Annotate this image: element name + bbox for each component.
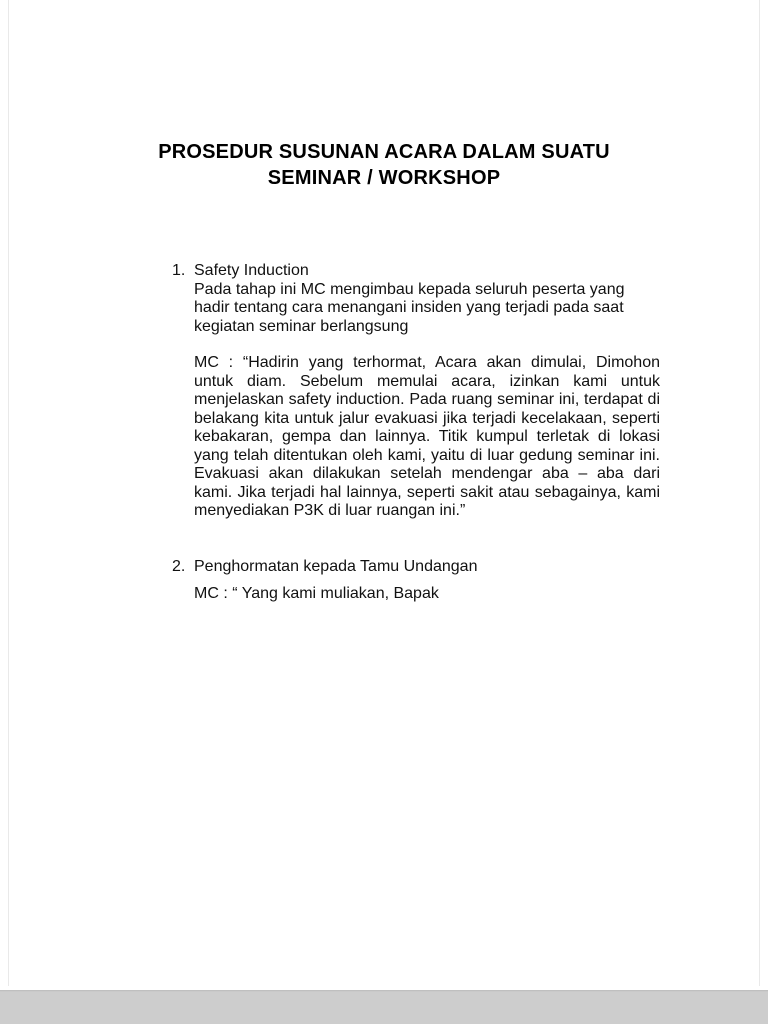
- viewer-background-strip: [0, 992, 768, 1024]
- list-item-safety-induction: [172, 262, 660, 521]
- item-heading: Penghormatan kepada Tamu Undangan: [194, 557, 478, 575]
- item-number: 2.: [172, 557, 186, 575]
- mc-quote-line: MC : “ Yang kami muliakan, Bapak: [194, 585, 439, 602]
- mc-quote-paragraph: MC : “Hadirin yang terhormat, Acara akan dimulai, Dimohon untuk diam. Sebelum memulai acara, izinkan kami untuk menjelaskan safety induction. Pada ruang seminar ini, terdapat di belakang kita untuk jalur evakuasi jika terjadi kecelakaan, seperti kebakaran, gempa dan lainnya. Titik kumpul terletak di lokasi yang telah ditentukan oleh kami, yaitu di luar gedung seminar ini. Evakuasi akan dilakukan setelah mendengar aba – aba dari kami. Jika terjadi hal lainnya, seperti sakit atau sebagainya, kami menyediakan P3K di luar ruangan ini.”: [194, 354, 660, 519]
- list-item-penghormatan: [172, 558, 660, 604]
- item-number: 1.: [172, 262, 186, 279]
- item-intro-paragraph: Pada tahap ini MC mengimbau kepada seluruh peserta yang hadir tentang cara menangani insiden yang terjadi pada saat kegiatan seminar berlangsung: [194, 280, 625, 335]
- document-title: PROSEDUR SUSUNAN ACARA DALAM SUATU SEMINAR / WORKSHOP: [158, 141, 610, 189]
- document-body: [172, 262, 660, 604]
- item-heading: Safety Induction: [194, 262, 309, 279]
